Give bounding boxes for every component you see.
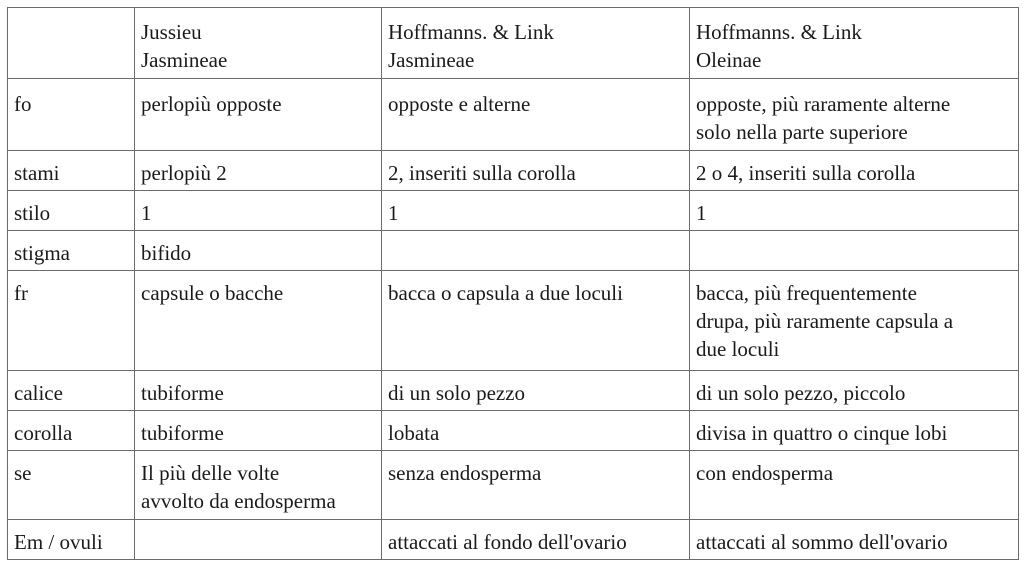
header-cell-hoffmanns-link-oleinae: Hoffmanns. & Link Oleinae xyxy=(690,8,1019,79)
table-cell: perlopiù opposte xyxy=(135,79,382,151)
table-cell: lobata xyxy=(382,411,690,451)
table-row xyxy=(8,451,1019,520)
table-row xyxy=(8,191,1019,231)
table-cell: 1 xyxy=(690,191,1019,231)
table-cell: di un solo pezzo xyxy=(382,371,690,411)
row-label-cell: se xyxy=(8,451,135,520)
header-cell-jussieu-jasmineae: Jussieu Jasmineae xyxy=(135,8,382,79)
table-cell: attaccati al fondo dell'ovario xyxy=(382,520,690,560)
table-cell: con endosperma xyxy=(690,451,1019,520)
row-label-cell: stami xyxy=(8,151,135,191)
table-cell: opposte, più raramente alterne solo nella parte superiore xyxy=(690,79,1019,151)
table-cell: senza endosperma xyxy=(382,451,690,520)
table-cell: opposte e alterne xyxy=(382,79,690,151)
table-row xyxy=(8,411,1019,451)
row-label-cell: fr xyxy=(8,271,135,371)
table-row xyxy=(8,271,1019,371)
header-cell-empty xyxy=(8,8,135,79)
table-header-row xyxy=(8,8,1019,79)
table-cell xyxy=(382,231,690,271)
table-cell: tubiforme xyxy=(135,371,382,411)
table-cell: 1 xyxy=(135,191,382,231)
table-row xyxy=(8,231,1019,271)
table-cell: 2 o 4, inseriti sulla corolla xyxy=(690,151,1019,191)
table-cell: bifido xyxy=(135,231,382,271)
table-cell: bacca o capsula a due loculi xyxy=(382,271,690,371)
table-row xyxy=(8,151,1019,191)
header-cell-hoffmanns-link-jasmineae: Hoffmanns. & Link Jasmineae xyxy=(382,8,690,79)
table-cell: di un solo pezzo, piccolo xyxy=(690,371,1019,411)
table-cell: attaccati al sommo dell'ovario xyxy=(690,520,1019,560)
table-row xyxy=(8,520,1019,560)
table-row xyxy=(8,371,1019,411)
table-cell: bacca, più frequentemente drupa, più raramente capsula a due loculi xyxy=(690,271,1019,371)
row-label-cell: Em / ovuli xyxy=(8,520,135,560)
row-label-cell: corolla xyxy=(8,411,135,451)
row-label-cell: stigma xyxy=(8,231,135,271)
table-cell: tubiforme xyxy=(135,411,382,451)
row-label-cell: fo xyxy=(8,79,135,151)
table-cell: perlopiù 2 xyxy=(135,151,382,191)
table-cell xyxy=(135,520,382,560)
table-cell: Il più delle volte avvolto da endosperma xyxy=(135,451,382,520)
table-cell: capsule o bacche xyxy=(135,271,382,371)
row-label-cell: stilo xyxy=(8,191,135,231)
table-cell: 1 xyxy=(382,191,690,231)
table-cell: divisa in quattro o cinque lobi xyxy=(690,411,1019,451)
row-label-cell: calice xyxy=(8,371,135,411)
table-cell: 2, inseriti sulla corolla xyxy=(382,151,690,191)
table-row xyxy=(8,79,1019,151)
table-cell xyxy=(690,231,1019,271)
comparison-table xyxy=(7,7,1019,560)
